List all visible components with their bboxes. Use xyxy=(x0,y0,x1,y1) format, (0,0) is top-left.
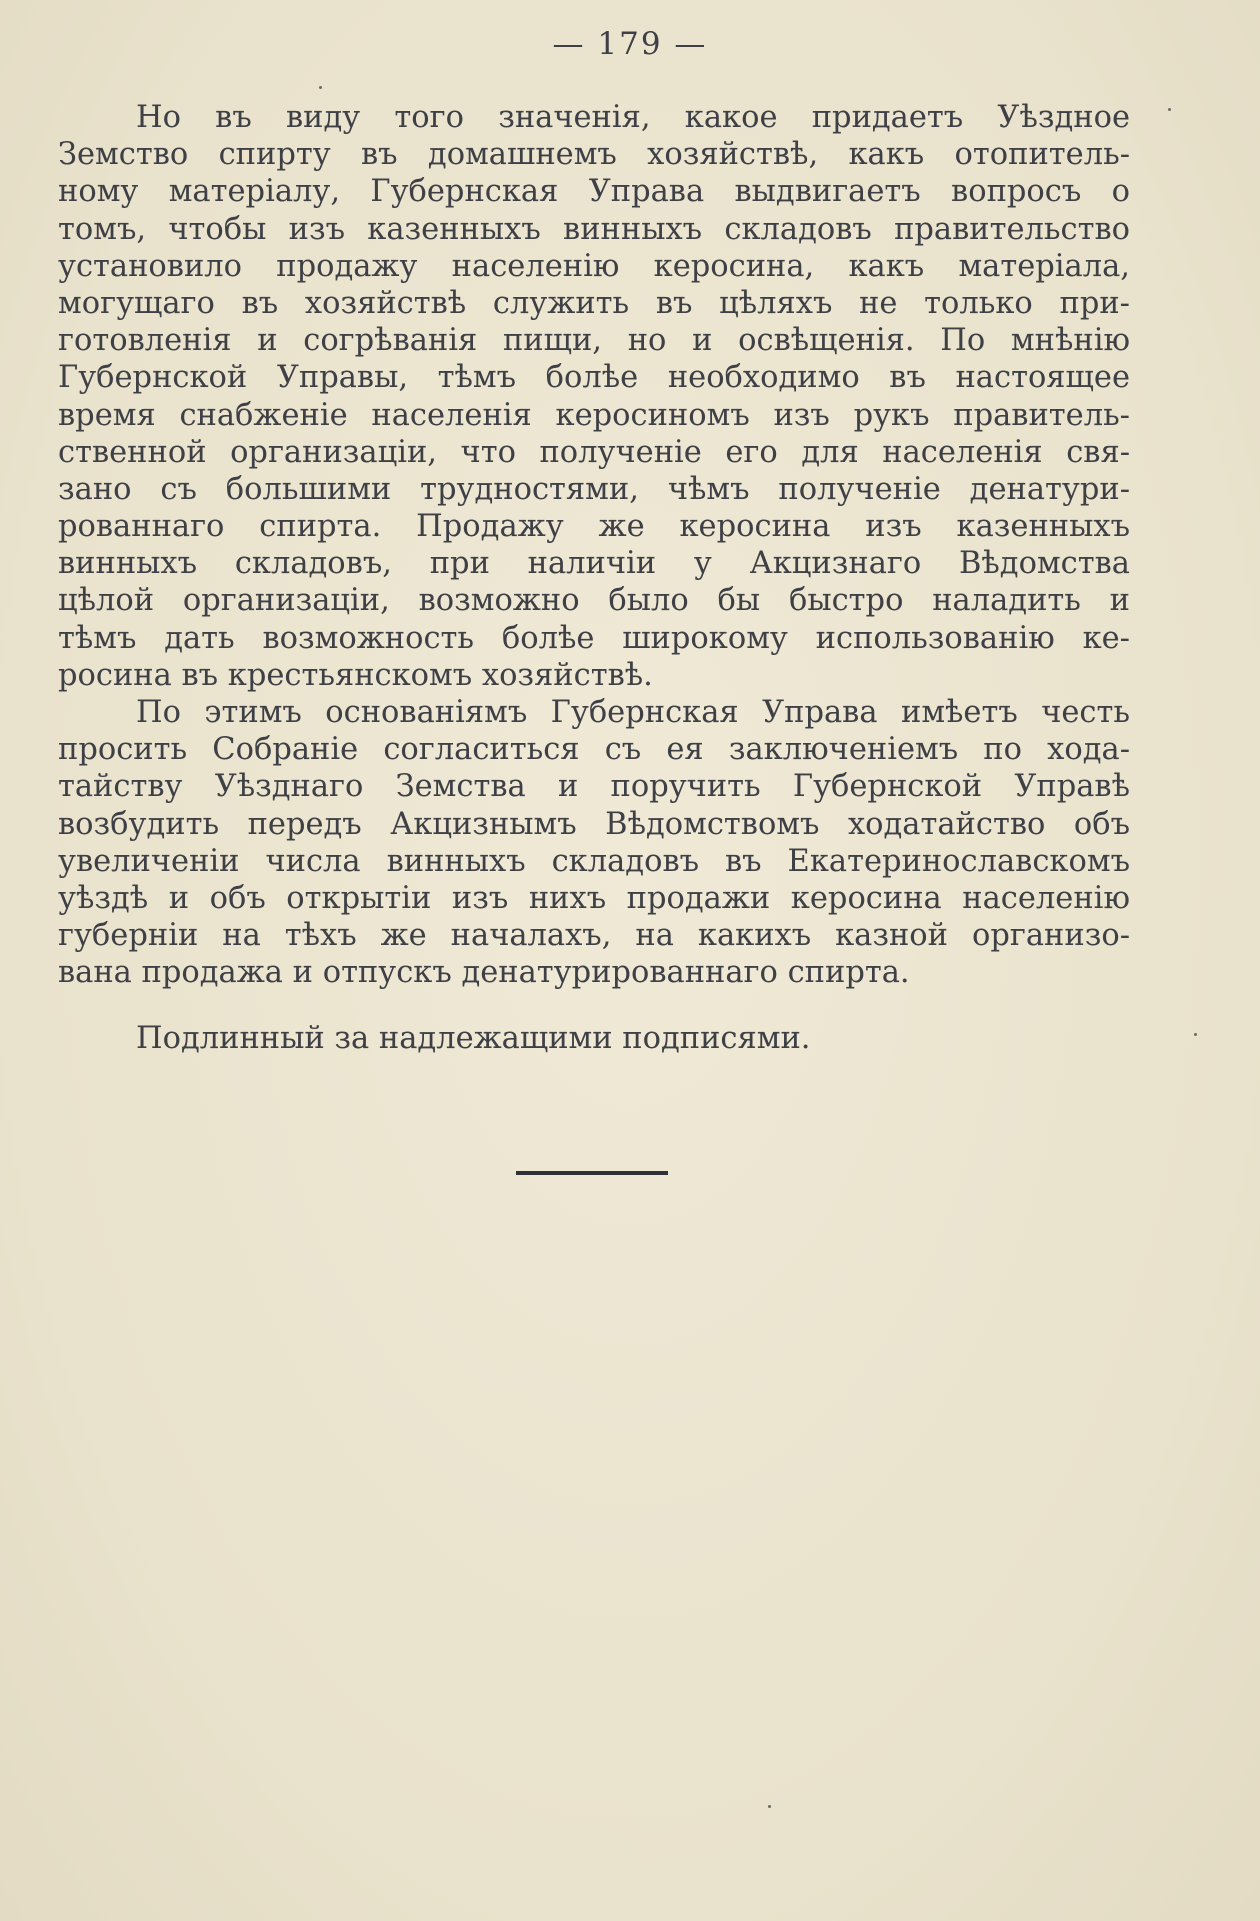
paper-speck xyxy=(1168,108,1171,111)
body-text xyxy=(58,99,1130,992)
page-number: — 179 — xyxy=(552,26,708,62)
text-line: губерніи на тѣхъ же началахъ, на какихъ казной организо- xyxy=(58,918,1130,954)
text-line: ственной организаціи, что полученіе его для населенія свя- xyxy=(58,434,1130,470)
text-line: тѣмъ дать возможность болѣе широкому использованію ке- xyxy=(58,620,1130,656)
text-line: росина въ крестьянскомъ хозяйствѣ. xyxy=(58,657,653,693)
text-line: ному матеріалу, Губернская Управа выдвигаетъ вопросъ о xyxy=(58,174,1130,210)
text-line: томъ, чтобы изъ казенныхъ винныхъ складовъ правительство xyxy=(58,211,1130,247)
paper-speck xyxy=(319,86,322,89)
text-line: увеличеніи числа винныхъ складовъ въ Екатеринославскомъ xyxy=(58,843,1130,879)
signature-note: Подлинный за надлежащими подписями. xyxy=(136,1021,811,1056)
text-line: просить Собраніе согласиться съ ея заключеніемъ по хода- xyxy=(58,732,1130,768)
paper-speck xyxy=(1194,1033,1197,1036)
paper-speck xyxy=(768,1805,771,1808)
text-line: возбудить передъ Акцизнымъ Вѣдомствомъ ходатайство объ xyxy=(58,806,1130,842)
text-line: Земство спирту въ домашнемъ хозяйствѣ, какъ отопитель- xyxy=(58,137,1130,173)
closing-rule xyxy=(516,1171,668,1175)
text-line: Губернской Управы, тѣмъ болѣе необходимо въ настоящее xyxy=(58,360,1130,396)
text-line: рованнаго спирта. Продажу же керосина изъ казенныхъ xyxy=(58,509,1130,545)
text-line: готовленія и согрѣванія пищи, но и освѣщенія. По мнѣнію xyxy=(58,323,1130,359)
text-line: цѣлой организаціи, возможно было бы быстро наладить и xyxy=(58,583,1130,619)
text-line: уѣздѣ и объ открытіи изъ нихъ продажи керосина населенію xyxy=(58,880,1130,916)
text-line: винныхъ складовъ, при наличіи у Акцизнаго Вѣдомства xyxy=(58,546,1130,582)
text-line: тайству Уѣзднаго Земства и поручить Губернской Управѣ xyxy=(58,769,1130,805)
text-line: установило продажу населенію керосина, какъ матеріала, xyxy=(58,248,1130,284)
paragraph-1 xyxy=(58,99,1130,694)
text-line: По этимъ основаніямъ Губернская Управа имѣетъ честь xyxy=(136,695,1130,730)
paragraph-2 xyxy=(58,694,1130,992)
text-line: могущаго въ хозяйствѣ служить въ цѣляхъ не только при- xyxy=(58,285,1130,321)
text-line: зано съ большими трудностями, чѣмъ полученіе денатури- xyxy=(58,471,1130,507)
text-line: время снабженіе населенія керосиномъ изъ рукъ правитель- xyxy=(58,397,1130,433)
text-line: Но въ виду того значенія, какое придаетъ Уѣздное xyxy=(136,100,1130,135)
text-line: вана продажа и отпускъ денатурированнаго спирта. xyxy=(58,955,910,991)
